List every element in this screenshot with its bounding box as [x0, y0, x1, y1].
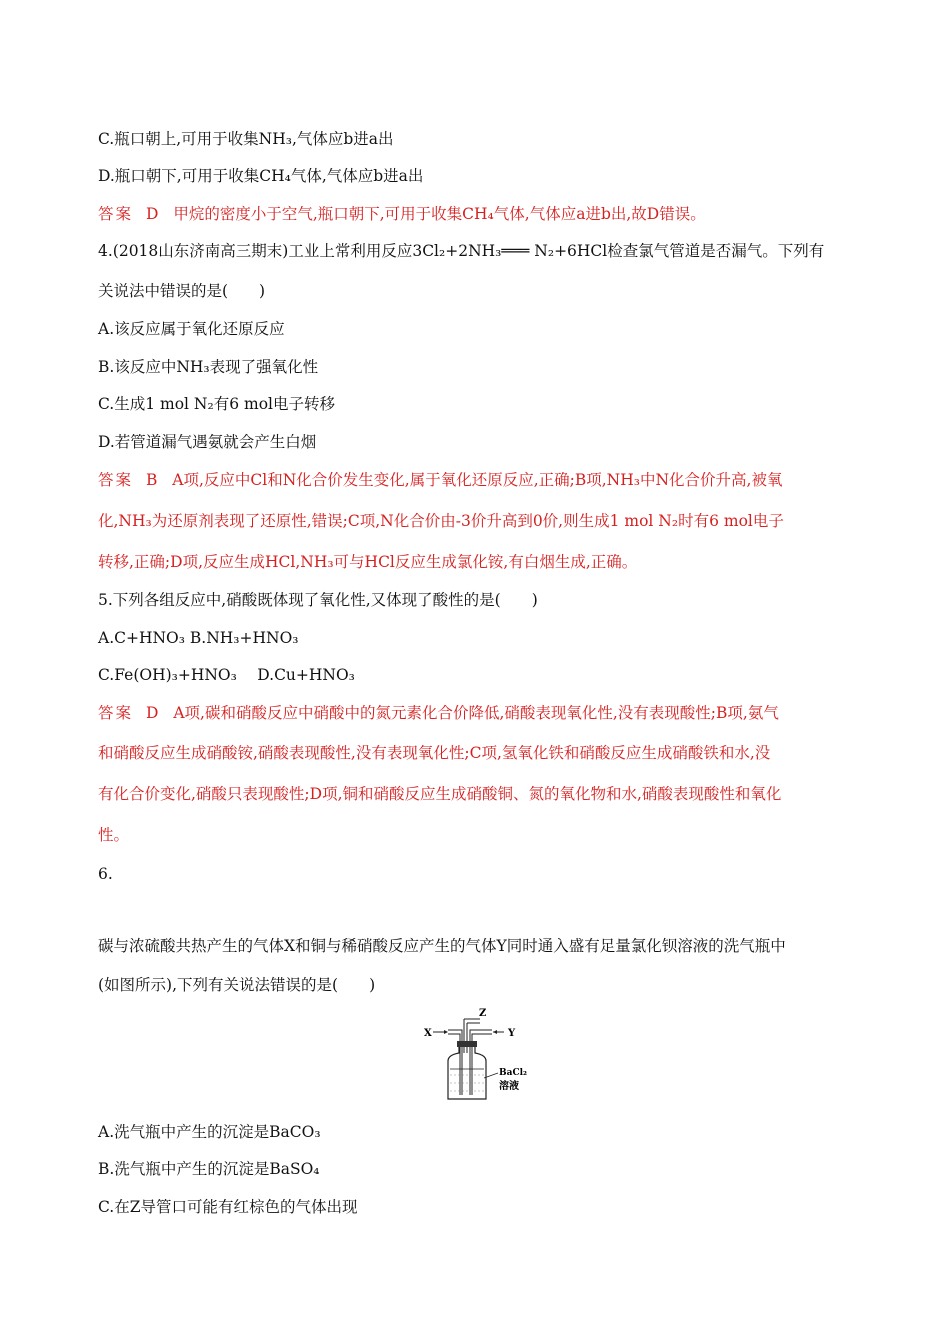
label-z: Z: [479, 1008, 487, 1019]
option-d-q4: D.若管道漏气遇氨就会产生白烟: [98, 433, 317, 451]
bottle-stopper: [457, 1041, 477, 1047]
question-4-line2: 关说法中错误的是( ): [98, 282, 266, 300]
answer-letter: D: [145, 205, 159, 223]
answer-q5-line3: 有化合价变化,硝酸只表现酸性;D项,铜和硝酸反应生成硝酸铜、氮的氧化物和水,硝酸表现酸性和氧化: [98, 785, 782, 803]
answer-text: A项,碳和硝酸反应中硝酸中的氮元素化合价降低,硝酸表现氧化性,没有表现酸性;B项,氨气: [173, 704, 779, 722]
answer-q4-line2: 化,NH₃为还原剂表现了还原性,错误;C项,N化合价由-3价升高到0价,则生成1 mol N₂时有6 mol电子: [98, 512, 784, 530]
answer-letter: D: [145, 704, 159, 722]
option-c-q3: C.瓶口朝上,可用于收集NH₃,气体应b进a出: [98, 130, 394, 148]
answer-q3: [98, 203, 858, 225]
answer-letter: B: [145, 471, 158, 489]
option-c-q6: C.在Z导管口可能有红棕色的气体出现: [98, 1198, 358, 1216]
gas-washing-bottle-diagram: [420, 1003, 535, 1105]
question-5: 5.下列各组反应中,硝酸既体现了氧化性,又体现了酸性的是( ): [98, 591, 538, 609]
tube-y: [470, 1030, 492, 1095]
answer-q4-line3: 转移,正确;D项,反应生成HCl,NH₃可与HCl反应生成氯化铵,有白烟生成,正确。: [98, 553, 638, 571]
label-solution: 溶液: [499, 1081, 519, 1092]
option-c-q4: C.生成1 mol N₂有6 mol电子转移: [98, 395, 335, 413]
answer-label: 答案: [98, 704, 134, 722]
label-bacl2: BaCl₂: [499, 1068, 527, 1078]
answer-q5-line1: [98, 702, 858, 724]
answer-q5-line2: 和硝酸反应生成硝酸铵,硝酸表现酸性,没有表现氧化性;C项,氢氧化铁和硝酸反应生成硝酸铁和水,没: [98, 744, 771, 762]
options-cd-q5: C.Fe(OH)₃+HNO₃ D.Cu+HNO₃: [98, 666, 355, 684]
answer-label: 答案: [98, 205, 134, 223]
answer-label: 答案: [98, 471, 134, 489]
question-6-line2: (如图所示),下列有关说法错误的是( ): [98, 976, 376, 994]
arrow-y-head: [493, 1030, 497, 1034]
label-y: Y: [508, 1028, 516, 1039]
options-ab-q5: A.C+HNO₃ B.NH₃+HNO₃: [98, 629, 299, 647]
option-b-q4: B.该反应中NH₃表现了强氧化性: [98, 358, 319, 376]
label-x: X: [424, 1028, 432, 1039]
answer-text: A项,反应中Cl和N化合价发生变化,属于氧化还原反应,正确;B项,NH₃中N化合价升高,被氧: [172, 471, 783, 489]
question-4-line1: 4.(2018山东济南高三期末)工业上常利用反应3Cl₂+2NH₃═══ N₂+6HCl检查氯气管道是否漏气。下列有: [98, 242, 825, 260]
question-6-line1: 碳与浓硫酸共热产生的气体X和铜与稀硝酸反应产生的气体Y同时通入盛有足量氯化钡溶液的洗气瓶中: [98, 937, 786, 955]
option-a-q6: A.洗气瓶中产生的沉淀是BaCO₃: [98, 1123, 321, 1141]
answer-q5-line4: 性。: [98, 826, 130, 844]
answer-q4-line1: [98, 469, 858, 491]
arrow-x-head: [444, 1030, 448, 1034]
answer-text: 甲烷的密度小于空气,瓶口朝下,可用于收集CH₄气体,气体应a进b出,故D错误。: [173, 205, 706, 223]
option-d-q3: D.瓶口朝下,可用于收集CH₄气体,气体应b进a出: [98, 167, 424, 185]
option-a-q4: A.该反应属于氧化还原反应: [98, 320, 285, 338]
option-b-q6: B.洗气瓶中产生的沉淀是BaSO₄: [98, 1160, 320, 1178]
question-6-number: 6.: [98, 865, 113, 883]
